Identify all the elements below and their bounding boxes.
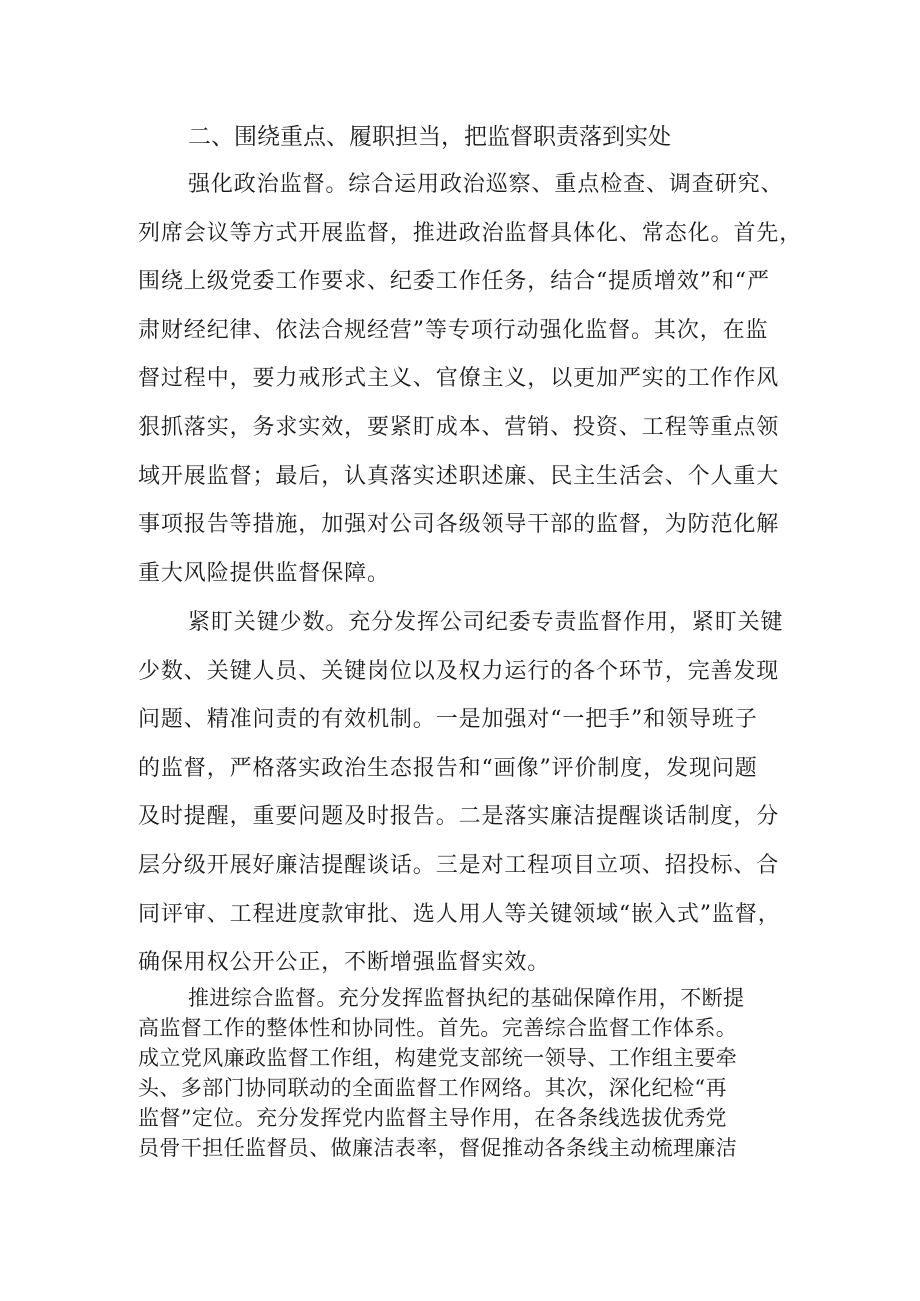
paragraph-line: 及时提醒，重要问题及时报告。二是落实廉洁提醒谈话制度，分	[138, 804, 780, 830]
paragraph-key-minority	[138, 599, 788, 988]
paragraph-line: 监督”定位。充分发挥党内监督主导作用，在各条线选拔优秀党	[138, 1106, 727, 1130]
paragraph-comprehensive-supervision	[138, 983, 788, 1163]
paragraph-line: 域开展监督；最后，认真落实述职述廉、民主生活会、个人重大	[138, 463, 780, 489]
paragraph-line: 确保用权公开公正，不断增强监督实效。	[138, 950, 551, 976]
section-heading: 二、围绕重点、履职担当，把监督职责落到实处	[188, 124, 671, 150]
paragraph-line: 少数、关键人员、关键岗位以及权力运行的各个环节，完善发现	[138, 658, 780, 684]
paragraph-line: 层分级开展好廉洁提醒谈话。三是对工程项目立项、招投标、合	[138, 852, 780, 878]
paragraph-line: 重大风险提供监督保障。	[138, 560, 390, 586]
paragraph-line: 紧盯关键少数。充分发挥公司纪委专责监督作用，紧盯关键	[188, 610, 784, 635]
paragraph-line: 员骨干担任监督员、做廉洁表率，督促推动各条线主动梳理廉洁	[138, 1136, 738, 1160]
paragraph-line: 推进综合监督。充分发挥监督执纪的基础保障作用，不断提	[188, 986, 745, 1010]
paragraph-political-supervision	[138, 161, 803, 598]
paragraph-line: 事项报告等措施，加强对公司各级领导干部的监督，为防范化解	[138, 512, 780, 538]
paragraph-line: 狠抓落实，务求实效，要紧盯成本、营销、投资、工程等重点领	[138, 414, 780, 440]
paragraph-line: 围绕上级党委工作要求、纪委工作任务，结合“提质增效”和“严	[138, 269, 770, 295]
paragraph-line: 强化政治监督。综合运用政治巡察、重点检查、调查研究、	[188, 172, 784, 197]
paragraph-line: 督过程中，要力戒形式主义、官僚主义，以更加严实的工作作风	[138, 366, 780, 392]
paragraph-line: 问题、精准问责的有效机制。一是加强对“一把手”和领导班子	[138, 707, 758, 733]
paragraph-line: 头、多部门协同联动的全面监督工作网络。其次，深化纪检“再	[138, 1076, 727, 1100]
paragraph-line: 高监督工作的整体性和协同性。首先。完善综合监督工作体系。	[138, 1016, 738, 1040]
paragraph-line: 的监督，严格落实政治生态报告和“画像”评价制度，发现问题	[138, 755, 758, 781]
paragraph-line: 肃财经纪律、依法合规经营”等专项行动强化监督。其次，在监	[138, 317, 769, 343]
paragraph-line: 列席会议等方式开展监督，推进政治监督具体化、常态化。首先，	[138, 220, 803, 246]
paragraph-line: 成立党风廉政监督工作组，构建党支部统一领导、工作组主要牵	[138, 1046, 738, 1070]
paragraph-line: 同评审、工程进度款审批、选人用人等关键领域“嵌入式”监督，	[138, 901, 781, 927]
